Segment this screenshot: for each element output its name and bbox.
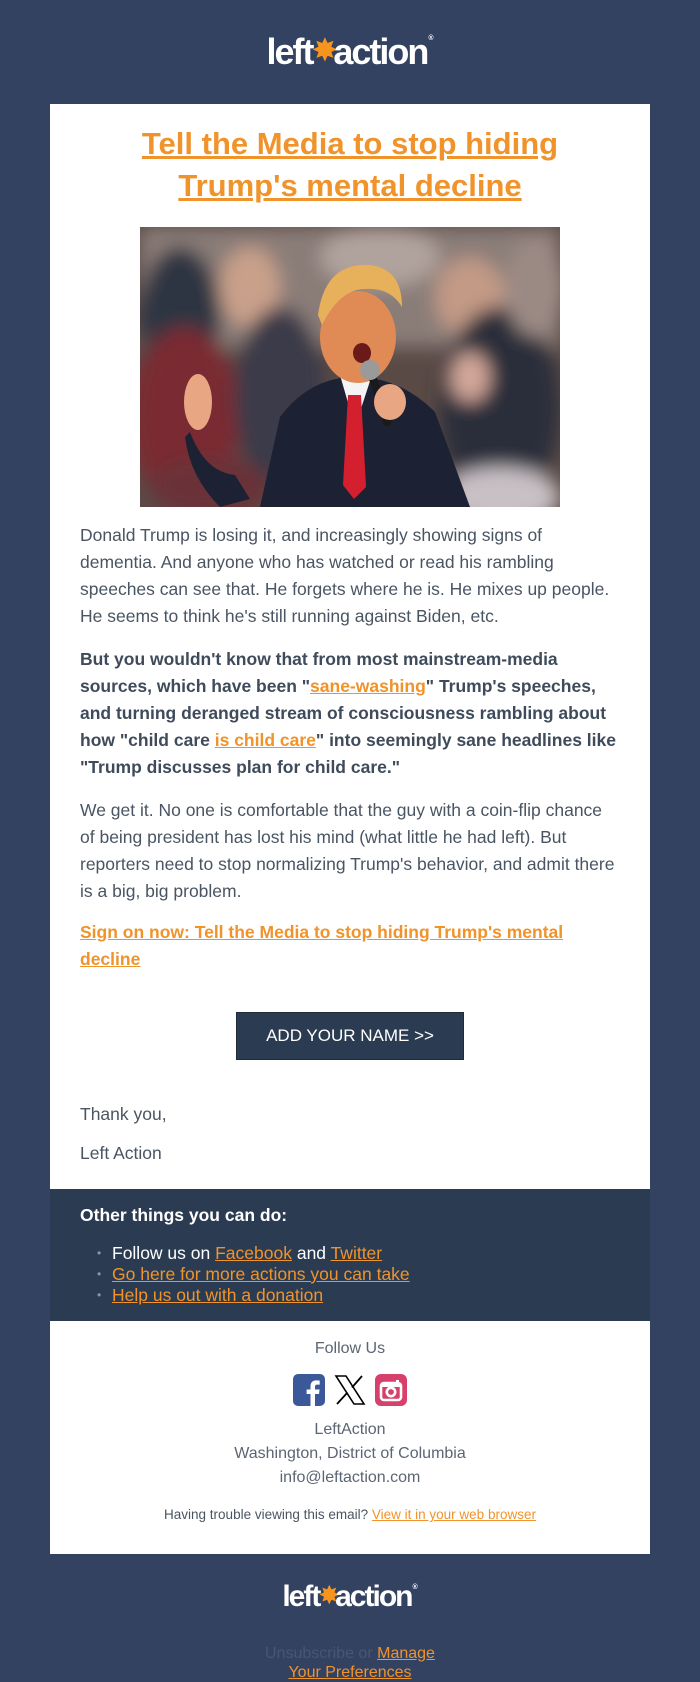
unsubscribe-text[interactable]: Unsubscribe [265, 1645, 354, 1662]
or-text: or [353, 1645, 378, 1662]
preferences-link[interactable]: Your Preferences [288, 1664, 412, 1681]
body-paragraph-1: Donald Trump is losing it, and increasingly showing signs of dementia. And anyone who has watched or read his rambling speeches can see that. He forgets where he is. He mixes up people. He seems to think he's still running against Biden, etc. [80, 525, 610, 626]
trouble-text: Having trouble viewing this email? [164, 1507, 372, 1522]
main-content-card [50, 104, 650, 1189]
add-your-name-button[interactable]: ADD YOUR NAME >> [236, 1012, 464, 1060]
headline-link[interactable]: Tell the Media to stop hiding Trump's mental decline [141, 126, 559, 203]
other-actions-title: Other things you can do: [80, 1205, 288, 1225]
logo-text-right: action [333, 31, 428, 72]
footer-card [50, 1321, 650, 1554]
other-actions-panel [50, 1189, 650, 1321]
facebook-link[interactable]: Facebook [215, 1243, 292, 1263]
logo-registered-mark: ® [428, 35, 434, 42]
body-paragraph-2 [80, 646, 620, 781]
list-item-more-actions [112, 1264, 620, 1285]
child-care-link[interactable]: is child care [214, 730, 316, 750]
footer-location: Washington, District of Columbia [234, 1445, 466, 1462]
para2-text-a: But you wouldn't know that from most mainstream-media sources, which have been " [80, 649, 558, 696]
button-row [80, 1012, 620, 1060]
other-actions-list [80, 1243, 620, 1306]
signature: Left Action [80, 1143, 162, 1163]
body-paragraph-3: We get it. No one is comfortable that the guy with a coin-flip chance of being president has lost his mind (what little he had left). But reporters need to stop normalizing Trump's behavior, and admit there is a big, big problem. [80, 800, 615, 901]
leftaction-logo[interactable] [267, 31, 434, 73]
follow-us-label: Follow Us [314, 1340, 386, 1357]
more-actions-link[interactable]: Go here for more actions you can take [112, 1264, 410, 1284]
para2-text-b: " Trump's speeches, and turning deranged stream of consciousness rambling about how "child care [80, 676, 607, 750]
and-text: and [291, 1243, 331, 1263]
hero-image[interactable] [140, 227, 560, 507]
header-logo-bar [0, 0, 700, 104]
twitter-link[interactable]: Twitter [330, 1243, 383, 1263]
footer-logo-burst-icon: ✸ [318, 1580, 339, 1610]
footer-logo-text-right: action [335, 1580, 412, 1613]
footer-logo-text-left: left [282, 1580, 320, 1613]
instagram-icon[interactable] [375, 1374, 407, 1406]
leftaction-footer-logo[interactable] [282, 1580, 417, 1614]
sign-off: Thank you, [80, 1104, 167, 1124]
donation-link[interactable]: Help us out with a donation [112, 1285, 324, 1305]
manage-link[interactable]: Manage [377, 1645, 435, 1662]
facebook-icon[interactable] [293, 1374, 325, 1406]
follow-prefix-text: Follow us on [112, 1243, 216, 1263]
sane-washing-link[interactable]: sane-washing [310, 676, 426, 696]
unsubscribe-line [0, 1644, 700, 1682]
footer-logo-registered-mark: ® [412, 1584, 418, 1591]
logo-text-left: left [266, 31, 313, 72]
list-item-donate [112, 1285, 620, 1306]
footer-org-name: LeftAction [314, 1421, 386, 1438]
footer-email: info@leftaction.com [279, 1469, 421, 1486]
footer-logo-bar [0, 1580, 700, 1614]
logo-burst-icon: ✸ [311, 32, 337, 68]
speaker-photo [140, 227, 560, 507]
para2-text-c: " into seemingly sane headlines like "Trump discusses plan for child care." [80, 730, 616, 777]
trouble-viewing-text [50, 1507, 650, 1522]
sign-on-link[interactable]: Sign on now: Tell the Media to stop hiding Trump's mental decline [80, 922, 564, 969]
x-icon[interactable] [334, 1374, 366, 1406]
social-icons [50, 1374, 650, 1406]
list-item-follow [112, 1243, 620, 1264]
web-browser-link[interactable]: View it in your web browser [371, 1507, 536, 1522]
